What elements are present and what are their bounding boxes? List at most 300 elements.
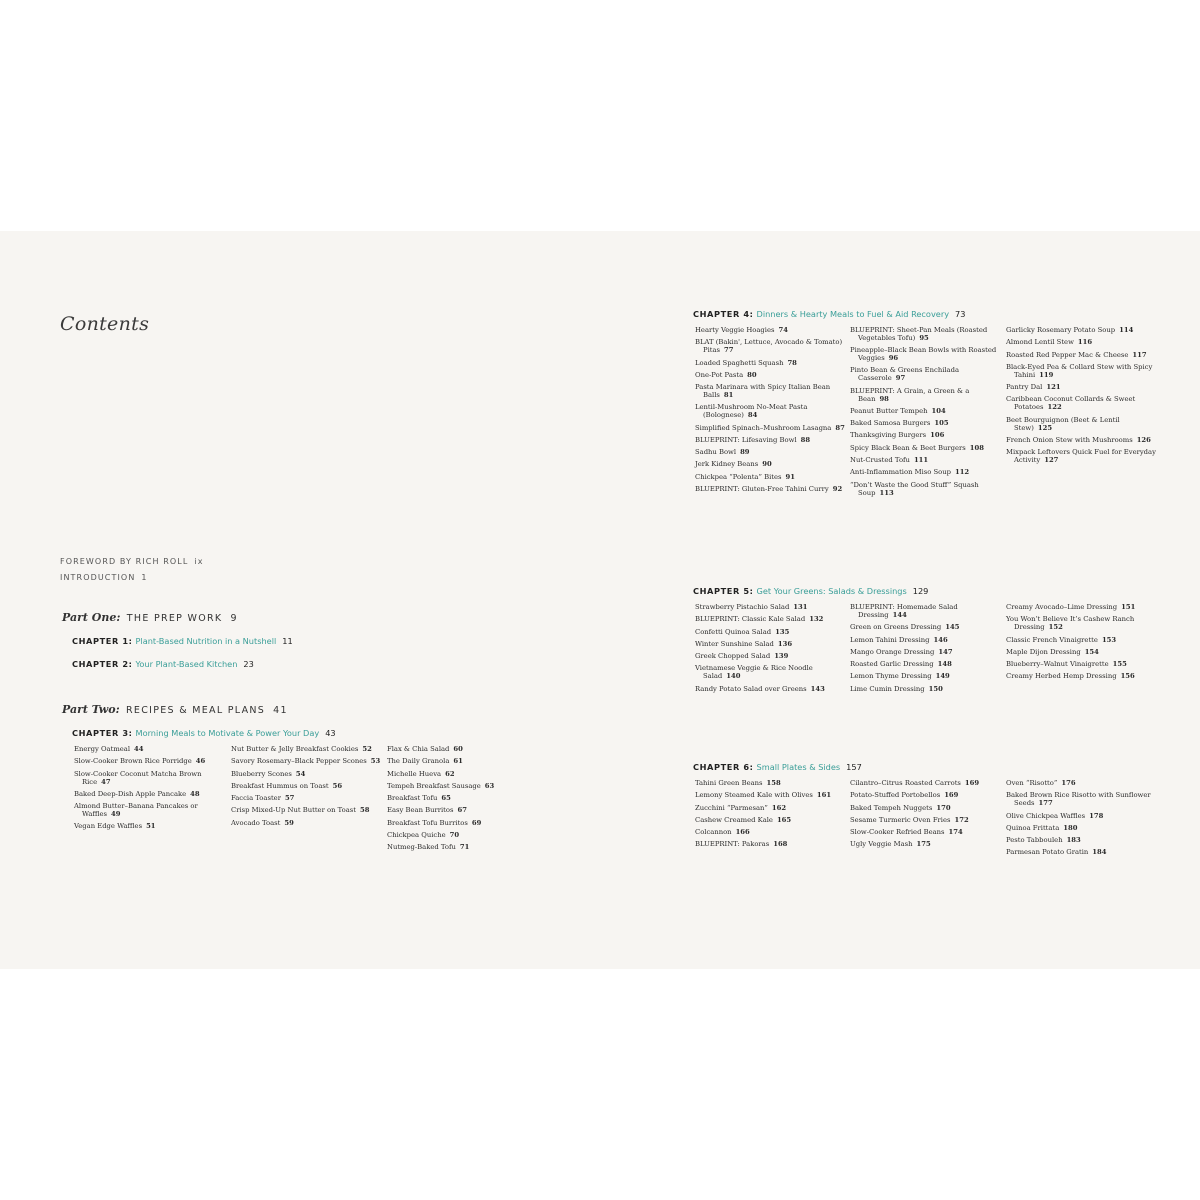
toc-entry-title: BLUEPRINT: Gluten-Free Tahini Curry (695, 484, 829, 493)
toc-entry-page: 140 (726, 672, 741, 681)
chapter-3-heading: CHAPTER 3: Morning Meals to Motivate & Power Your Day 43 (72, 728, 336, 738)
toc-entry (1006, 327, 1156, 335)
part-one-heading: Part One: THE PREP WORK 9 (62, 611, 238, 624)
toc-entry-page: 139 (774, 652, 789, 661)
toc-entry (387, 758, 537, 766)
toc-entry-title: Cilantro–Citrus Roasted Carrots (850, 779, 961, 787)
toc-entry (231, 807, 381, 815)
toc-entry-title: Colcannon (695, 828, 732, 837)
chapter-6-heading: CHAPTER 6: Small Plates & Sides 157 (693, 762, 862, 772)
toc-entry (1006, 849, 1156, 857)
toc-entry-title: Chickpea Quiche (387, 831, 446, 840)
toc-entry-page: 74 (778, 326, 788, 334)
toc-entry (695, 425, 845, 433)
toc-entry-title: Thanksgiving Burgers (850, 431, 927, 440)
toc-entry (1006, 792, 1156, 808)
toc-entry-page: 144 (892, 610, 907, 619)
toc-entry-page: 57 (284, 794, 295, 803)
toc-entry-title: Pasta Marinara with Spicy Italian Bean Balls (695, 383, 831, 399)
toc-entry-title: Blueberry Scones (231, 769, 292, 778)
toc-entry (695, 665, 845, 681)
toc-entry-page: 126 (1136, 435, 1151, 444)
toc-entry (387, 807, 537, 815)
toc-entry-title: Sadhu Bowl (695, 448, 737, 457)
toc-entry-title: Baked Tempeh Nuggets (850, 803, 933, 812)
toc-entry-title: Anti-Inflammation Miso Soup (850, 468, 951, 477)
toc-entry-page: 58 (359, 806, 370, 815)
toc-entry (850, 649, 1000, 657)
toc-entry-page: 52 (362, 745, 372, 753)
toc-entry-title: Flax & Chia Salad (387, 745, 450, 753)
toc-entry-page: 119 (1039, 370, 1054, 379)
toc-entry-page: 127 (1044, 456, 1059, 464)
toc-entry-title: Easy Bean Burritos (387, 806, 454, 815)
toc-entry-title: Almond Butter–Banana Pancakes or Waffles (74, 802, 198, 818)
toc-entry-page: 53 (370, 757, 381, 766)
toc-entry-page: 148 (937, 660, 952, 669)
front-matter-foreword: FOREWORD BY RICH ROLL ix (60, 557, 204, 566)
chapter-5-column-3 (1006, 604, 1156, 686)
toc-entry (850, 817, 1000, 825)
toc-entry (1006, 364, 1156, 380)
toc-entry (1006, 449, 1156, 465)
toc-entry (695, 829, 845, 837)
toc-entry-page: 152 (1048, 623, 1063, 632)
toc-entry-page: 77 (724, 346, 734, 355)
toc-entry-title: Slow-Cooker Coconut Matcha Brown Rice (74, 769, 202, 786)
toc-entry-title: You Won’t Believe It’s Cashew Ranch Dressing (1006, 615, 1135, 632)
toc-entry-page: 184 (1092, 848, 1107, 857)
chapter-5-heading: CHAPTER 5: Get Your Greens: Salads & Dressings 129 (693, 586, 929, 596)
toc-entry (695, 653, 845, 661)
toc-entry (850, 469, 1000, 477)
toc-entry (850, 792, 1000, 800)
toc-entry-page: 169 (944, 791, 959, 800)
toc-entry (695, 461, 845, 469)
toc-entry-page: 166 (735, 828, 750, 837)
toc-entry (74, 771, 224, 787)
toc-entry-page: 67 (457, 806, 467, 815)
toc-entry-page: 80 (747, 370, 757, 379)
toc-entry-title: Mixpack Leftovers Quick Fuel for Everyday Activity (1006, 448, 1156, 464)
toc-entry-page: 62 (445, 769, 455, 778)
toc-entry-title: Slow-Cooker Brown Rice Porridge (74, 757, 192, 766)
toc-entry-page: 177 (1038, 799, 1053, 808)
toc-entry-title: Tempeh Breakfast Sausage (387, 781, 481, 790)
toc-entry (695, 486, 845, 494)
toc-entry-page: 183 (1066, 836, 1081, 845)
toc-entry-title: BLUEPRINT: Lifesaving Bowl (695, 435, 797, 444)
toc-entry-page: 114 (1119, 326, 1134, 334)
toc-entry (695, 805, 845, 813)
toc-entry-page: 60 (453, 745, 463, 753)
chapter-3-column-2 (231, 746, 381, 832)
toc-entry-page: 84 (747, 411, 758, 420)
chapter-4-column-2 (850, 327, 1000, 502)
toc-entry (1006, 604, 1156, 612)
toc-entry-page: 56 (332, 781, 343, 790)
toc-entry-title: Lemony Steamed Kale with Olives (695, 791, 813, 800)
toc-entry-title: BLUEPRINT: Homemade Salad Dressing (850, 603, 958, 619)
toc-entry (850, 661, 1000, 669)
toc-entry (850, 457, 1000, 465)
toc-entry-page: 175 (916, 840, 931, 849)
part-two-heading: Part Two: RECIPES & MEAL PLANS 41 (62, 703, 288, 716)
toc-entry-title: Roasted Garlic Dressing (850, 660, 934, 669)
toc-entry-title: Black-Eyed Pea & Collard Stew with Spicy Tahini (1006, 362, 1153, 379)
toc-entry (1006, 637, 1156, 645)
toc-entry (1006, 837, 1156, 845)
toc-entry (850, 604, 1000, 620)
toc-entry-page: 154 (1084, 647, 1099, 656)
toc-entry-page: 46 (195, 757, 206, 766)
toc-entry-page: 89 (740, 448, 750, 457)
toc-entry-page: 145 (945, 623, 960, 632)
toc-entry-page: 47 (101, 777, 111, 786)
toc-entry (74, 746, 224, 754)
toc-entry-title: Greek Chopped Salad (695, 652, 771, 661)
toc-entry-page: 65 (441, 794, 451, 803)
toc-entry-page: 132 (809, 615, 824, 624)
toc-entry-page: 71 (459, 843, 470, 852)
toc-entry-page: 59 (284, 818, 294, 827)
toc-entry-title: BLAT (Bakin', Lettuce, Avocado & Tomato) Pitas (695, 338, 843, 355)
toc-entry-title: Winter Sunshine Salad (695, 639, 774, 648)
toc-entry-title: Roasted Red Pepper Mac & Cheese (1006, 350, 1129, 359)
toc-entry-title: Mango Orange Dressing (850, 647, 935, 656)
toc-entry (695, 686, 845, 694)
toc-entry (1006, 661, 1156, 669)
chapter-4-heading: CHAPTER 4: Dinners & Hearty Meals to Fuel & Aid Recovery 73 (693, 309, 966, 319)
toc-entry-page: 96 (888, 354, 899, 363)
toc-entry (850, 388, 1000, 404)
toc-entry-page: 95 (919, 333, 929, 342)
toc-entry-title: Nut Butter & Jelly Breakfast Cookies (231, 745, 359, 753)
toc-entry-page: 51 (146, 822, 156, 831)
toc-entry-page: 146 (933, 635, 948, 644)
toc-entry-title: Randy Potato Salad over Greens (695, 684, 807, 693)
toc-entry-page: 168 (773, 840, 788, 849)
chapter-3-column-3 (387, 746, 537, 857)
toc-entry-title: Creamy Avocado–Lime Dressing (1006, 603, 1118, 611)
toc-entry-page: 116 (1077, 338, 1093, 347)
toc-entry (1006, 396, 1156, 412)
toc-entry (695, 437, 845, 445)
toc-entry (695, 372, 845, 380)
toc-entry-title: “Don’t Waste the Good Stuff” Squash Soup (850, 480, 979, 497)
toc-entry-title: Avocado Toast (231, 818, 281, 827)
toc-entry-page: 150 (928, 684, 943, 693)
toc-entry-title: Oven “Risotto” (1006, 779, 1058, 787)
toc-entry (695, 384, 845, 400)
toc-entry-title: Breakfast Tofu Burritos (387, 818, 468, 827)
toc-entry (1006, 813, 1156, 821)
toc-entry (1006, 437, 1156, 445)
toc-entry-title: Sesame Turmeric Oven Fries (850, 815, 951, 824)
toc-entry-title: Garlicky Rosemary Potato Soup (1006, 326, 1116, 334)
toc-entry (231, 820, 381, 828)
toc-entry (695, 360, 845, 368)
toc-entry-page: 136 (777, 639, 793, 648)
toc-entry-title: Tahini Green Beans (695, 779, 763, 787)
toc-entry (695, 604, 845, 612)
toc-entry-title: Peanut Butter Tempeh (850, 406, 928, 415)
toc-entry (695, 327, 845, 335)
toc-entry-page: 88 (800, 435, 811, 444)
toc-entry-title: Hearty Veggie Hoagies (695, 326, 775, 334)
toc-entry-page: 178 (1089, 811, 1104, 820)
toc-entry (850, 841, 1000, 849)
toc-entry-title: Lemon Thyme Dressing (850, 672, 932, 681)
toc-entry (1006, 673, 1156, 681)
toc-entry-page: 87 (835, 423, 845, 432)
toc-entry (74, 791, 224, 799)
toc-entry (695, 404, 845, 420)
toc-entry-title: Zucchini “Parmesan” (695, 803, 768, 812)
toc-entry (695, 780, 845, 788)
toc-entry (74, 758, 224, 766)
toc-entry (1006, 352, 1156, 360)
chapter-6-column-2 (850, 780, 1000, 854)
toc-entry-page: 174 (948, 828, 963, 837)
toc-entry-page: 112 (954, 468, 970, 477)
toc-entry-page: 135 (775, 627, 790, 636)
toc-entry (387, 746, 537, 754)
toc-entry (695, 641, 845, 649)
toc-entry (387, 844, 537, 852)
toc-entry-title: Strawberry Pistachio Salad (695, 603, 790, 611)
toc-entry-page: 172 (954, 815, 969, 824)
toc-entry-page: 153 (1101, 635, 1117, 644)
toc-entry-page: 149 (935, 672, 950, 681)
toc-entry-title: Pinto Bean & Greens Enchilada Casserole (850, 366, 960, 383)
toc-entry-title: Breakfast Hummus on Toast (231, 781, 329, 790)
toc-entry-page: 49 (110, 810, 121, 818)
toc-entry-page: 105 (934, 419, 949, 428)
toc-entry-title: Lentil-Mushroom No-Meat Pasta (Bolognese) (695, 403, 808, 420)
toc-entry (695, 474, 845, 482)
toc-entry-page: 61 (453, 757, 463, 766)
toc-entry-title: The Daily Granola (387, 757, 450, 766)
toc-entry (231, 758, 381, 766)
toc-entry-page: 113 (879, 488, 894, 497)
toc-entry-title: Vegan Edge Waffles (74, 822, 143, 831)
toc-entry (850, 686, 1000, 694)
toc-entry-title: BLUEPRINT: Classic Kale Salad (695, 615, 806, 624)
toc-entry-page: 70 (449, 831, 460, 840)
toc-entry (231, 746, 381, 754)
toc-entry (387, 783, 537, 791)
book-spread (0, 231, 1200, 969)
toc-entry-title: Pineapple–Black Bean Bowls with Roasted Veggies (850, 346, 997, 363)
toc-entry-page: 165 (776, 815, 792, 824)
toc-entry-title: Confetti Quinoa Salad (695, 627, 772, 636)
toc-entry-page: 97 (895, 374, 906, 383)
toc-entry-page: 92 (832, 484, 843, 493)
toc-entry-title: Breakfast Tofu (387, 794, 438, 803)
chapter-6-column-3 (1006, 780, 1156, 862)
toc-entry-page: 69 (471, 818, 482, 827)
toc-entry (231, 771, 381, 779)
page-title: Contents (60, 313, 150, 335)
toc-entry (1006, 649, 1156, 657)
toc-entry (850, 408, 1000, 416)
toc-entry-title: Simplified Spinach–Mushroom Lasagna (695, 423, 832, 432)
toc-entry-title: Savory Rosemary–Black Pepper Scones (231, 757, 367, 766)
toc-entry-title: Jerk Kidney Beans (695, 460, 759, 469)
toc-entry (387, 771, 537, 779)
front-matter-introduction: INTRODUCTION 1 (60, 573, 148, 582)
toc-entry (850, 673, 1000, 681)
toc-entry (1006, 616, 1156, 632)
toc-entry-title: Michelle Hueva (387, 769, 442, 778)
toc-entry-title: Olive Chickpea Waffles (1006, 811, 1086, 820)
toc-entry (231, 795, 381, 803)
toc-entry-title: Green on Greens Dressing (850, 623, 942, 632)
toc-entry-page: 117 (1132, 350, 1147, 359)
toc-entry (1006, 339, 1156, 347)
toc-entry-page: 111 (913, 456, 929, 464)
toc-entry-page: 131 (793, 603, 808, 611)
toc-entry-title: One-Pot Pasta (695, 370, 744, 379)
toc-entry-page: 147 (938, 647, 953, 656)
chapter-2-heading: CHAPTER 2: Your Plant-Based Kitchen 23 (72, 659, 254, 669)
toc-entry-title: Potato-Stuffed Portobellos (850, 791, 941, 800)
toc-entry (850, 637, 1000, 645)
toc-entry-page: 91 (785, 472, 795, 481)
toc-entry-title: Lime Cumin Dressing (850, 684, 925, 693)
toc-entry (850, 829, 1000, 837)
toc-entry-page: 63 (484, 781, 495, 790)
toc-entry-title: Pantry Dal (1006, 383, 1043, 392)
toc-entry-title: Caribbean Coconut Collards & Sweet Potatoes (1006, 395, 1136, 412)
toc-entry (695, 629, 845, 637)
toc-entry-title: French Onion Stew with Mushrooms (1006, 435, 1133, 444)
toc-entry (850, 780, 1000, 788)
toc-entry-title: Nut-Crusted Tofu (850, 456, 910, 464)
toc-entry (1006, 825, 1156, 833)
toc-entry-page: 106 (930, 431, 945, 440)
toc-entry-page: 90 (762, 460, 772, 469)
toc-entry-page: 122 (1047, 403, 1062, 412)
toc-entry-page: 108 (969, 443, 984, 452)
toc-entry-page: 98 (879, 394, 889, 403)
toc-entry (850, 347, 1000, 363)
toc-entry-title: Energy Oatmeal (74, 745, 131, 753)
toc-entry-page: 156 (1120, 672, 1135, 681)
toc-entry-title: Quinoa Frittata (1006, 823, 1060, 832)
chapter-6-column-1 (695, 780, 845, 854)
toc-entry (850, 367, 1000, 383)
toc-entry-page: 44 (134, 745, 144, 753)
toc-entry (695, 792, 845, 800)
toc-entry (695, 339, 845, 355)
chapter-5-column-2 (850, 604, 1000, 698)
toc-entry-page: 48 (190, 789, 200, 798)
toc-entry (231, 783, 381, 791)
toc-entry-page: 81 (723, 391, 734, 399)
chapter-3-column-1 (74, 746, 224, 836)
toc-entry-page: 161 (816, 791, 832, 800)
toc-entry (850, 805, 1000, 813)
toc-entry-page: 155 (1112, 660, 1127, 669)
toc-entry-page: 180 (1063, 823, 1078, 832)
toc-entry-title: Cashew Creamed Kale (695, 815, 773, 824)
toc-entry (74, 823, 224, 831)
toc-entry-page: 143 (810, 684, 825, 693)
toc-entry-title: Nutmeg-Baked Tofu (387, 843, 456, 852)
chapter-4-column-3 (1006, 327, 1156, 469)
toc-entry-title: Spicy Black Bean & Beet Burgers (850, 443, 966, 452)
toc-entry-title: Baked Deep-Dish Apple Pancake (74, 789, 187, 798)
toc-entry (74, 803, 224, 819)
chapter-5-column-1 (695, 604, 845, 698)
toc-entry-title: Creamy Herbed Hemp Dressing (1006, 672, 1117, 681)
toc-entry (850, 420, 1000, 428)
toc-entry-title: Chickpea “Polenta” Bites (695, 472, 782, 481)
toc-entry-page: 104 (931, 406, 946, 415)
toc-entry-page: 158 (766, 779, 781, 787)
toc-entry-page: 176 (1061, 779, 1076, 787)
toc-entry-title: Slow-Cooker Refried Beans (850, 828, 945, 837)
toc-entry-page: 151 (1121, 603, 1136, 611)
toc-entry-page: 125 (1037, 423, 1053, 432)
toc-entry (387, 832, 537, 840)
toc-entry-title: Beet Bourguignon (Beet & Lentil Stew) (1006, 415, 1120, 432)
toc-entry (387, 795, 537, 803)
toc-entry-title: Vietnamese Veggie & Rice Noodle Salad (695, 664, 813, 681)
toc-entry-page: 170 (936, 803, 951, 812)
toc-entry-title: BLUEPRINT: A Grain, a Green & a Bean (850, 386, 970, 403)
toc-entry-title: BLUEPRINT: Sheet-Pan Meals (Roasted Vegetables Tofu) (850, 326, 988, 342)
toc-entry-title: Baked Samosa Burgers (850, 419, 931, 428)
toc-entry-title: BLUEPRINT: Pakoras (695, 840, 770, 849)
toc-entry-title: Maple Dijon Dressing (1006, 647, 1081, 656)
toc-entry-page: 78 (787, 358, 797, 367)
toc-entry (695, 841, 845, 849)
toc-entry-title: Faccia Toaster (231, 794, 281, 803)
toc-entry (850, 327, 1000, 343)
toc-entry (695, 449, 845, 457)
toc-entry (695, 817, 845, 825)
toc-entry-title: Baked Brown Rice Risotto with Sunflower Seeds (1006, 791, 1151, 808)
toc-entry (1006, 417, 1156, 433)
toc-entry-page: 169 (964, 779, 980, 787)
toc-entry (850, 482, 1000, 498)
toc-entry (387, 820, 537, 828)
toc-entry-title: Pesto Tabbouleh (1006, 836, 1063, 845)
toc-entry-title: Parmesan Potato Gratin (1006, 848, 1089, 857)
toc-entry-title: Ugly Veggie Mash (850, 840, 913, 849)
chapter-1-heading: CHAPTER 1: Plant-Based Nutrition in a Nutshell 11 (72, 636, 293, 646)
toc-entry-title: Crisp Mixed-Up Nut Butter on Toast (231, 806, 356, 815)
toc-entry-page: 54 (295, 769, 306, 778)
toc-entry (850, 624, 1000, 632)
toc-entry-page: 121 (1046, 383, 1061, 392)
toc-entry (1006, 780, 1156, 788)
toc-entry-title: Almond Lentil Stew (1006, 338, 1074, 347)
toc-entry-title: Lemon Tahini Dressing (850, 635, 930, 644)
toc-entry-title: Classic French Vinaigrette (1006, 635, 1098, 644)
chapter-4-column-1 (695, 327, 845, 498)
toc-entry-title: Blueberry–Walnut Vinaigrette (1006, 660, 1109, 669)
toc-entry (850, 432, 1000, 440)
toc-entry (850, 445, 1000, 453)
toc-entry-page: 162 (771, 803, 787, 812)
toc-entry (695, 616, 845, 624)
toc-entry (1006, 384, 1156, 392)
toc-entry-title: Loaded Spaghetti Squash (695, 358, 784, 367)
